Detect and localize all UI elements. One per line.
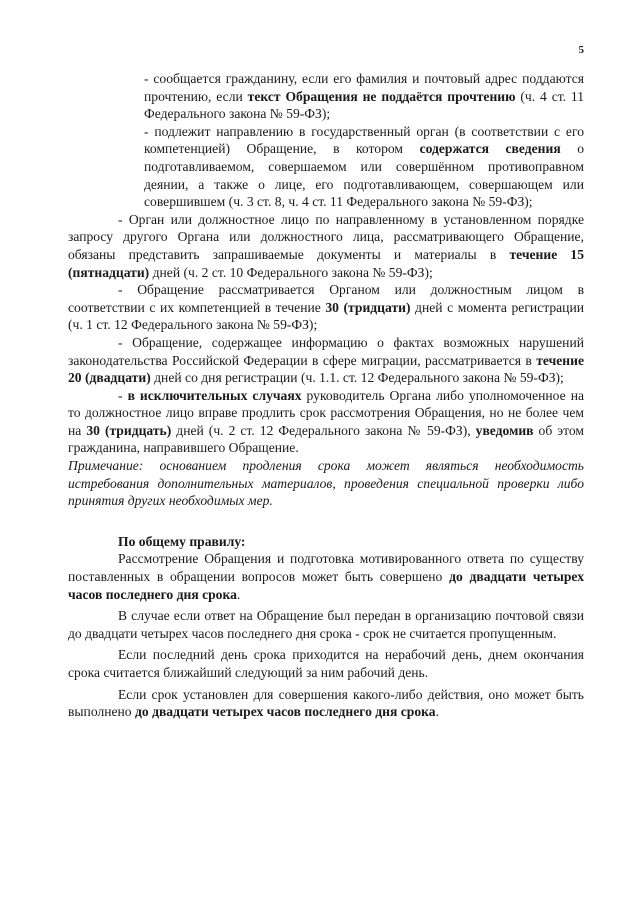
- document-body: [68, 70, 584, 721]
- paragraph-documents-request: - Орган или должностное лицо по направленному в установленном порядке запросу другого Органа или должностного лица, рассматривающего Обращение, обязаны представить запрашиваемые документы и материалы в течение 15 (пятнадцати) дней (ч. 2 ст. 10 Федерального закона № 59-ФЗ);: [68, 211, 585, 280]
- page-number: 5: [578, 44, 584, 56]
- paragraph-general-rule: Рассмотрение Обращения и подготовка мотивированного ответа по существу поставленных в обращении вопросов может быть совершено до двадцати четырех часов последнего дня срока.: [68, 551, 584, 602]
- list-item-illegible-request: - сообщается гражданину, если его фамилия и почтовый адрес поддаются прочтению, если текст Обращения не поддаётся прочтению (ч. 4 ст. 11 Федерального закона № 59-ФЗ);: [144, 71, 585, 122]
- paragraph-postal: В случае если ответ на Обращение был передан в организацию почтовой связи до двадцати четырех часов последнего дня срока - срок не считается пропущенным.: [68, 608, 584, 641]
- paragraph-migration-term: - Обращение, содержащее информацию о фактах возможных нарушений законодательства Российской Федерации в сфере миграции, рассматривается в течение 20 (двадцати) дней со дня регистрации (ч. 1.1. ст. 12 Федерального закона № 59-ФЗ);: [68, 334, 584, 386]
- paragraph-review-term: - Обращение рассматривается Органом или должностным лицом в соответствии с их компетенцией в течение 30 (тридцати) дней с момента регистрации (ч. 1 ст. 12 Федерального закона № 59-ФЗ);: [68, 282, 584, 333]
- paragraph-action-deadline: Если срок установлен для совершения какого-либо действия, оно может быть выполнено до двадцати четырех часов последнего дня срока.: [68, 686, 584, 720]
- section-heading: По общему правилу:: [118, 533, 246, 549]
- paragraph-extension: - в исключительных случаях руководитель Органа либо уполномоченное на то должностное лицо вправе продлить срок рассмотрения Обращения, но не более чем на 30 (тридцать) дней (ч. 2 ст. 12 Федерального закона № 59-ФЗ), уведомив об этом гражданина, направившего Обращение.: [68, 387, 585, 456]
- note-paragraph: Примечание: основанием продления срока может являться необходимость истребования дополнительных материалов, проведения специальной проверки либо принятия других необходимых мер.: [68, 458, 584, 509]
- paragraph-nonworking-day: Если последний день срока приходится на нерабочий день, днем окончания срока считается ближайший следующий за ним рабочий день.: [68, 647, 584, 680]
- list-item-forwarding: - подлежит направлению в государственный орган (в соответствии с его компетенцией) Обращение, в котором содержатся сведения о подготавливаемом, совершаемом или совершённом противоправном деянии, а также о лице, его подготавливающем, совершающем или совершившем (ч. 3 ст. 8, ч. 4 ст. 11 Федерального закона № 59-ФЗ);: [144, 123, 584, 210]
